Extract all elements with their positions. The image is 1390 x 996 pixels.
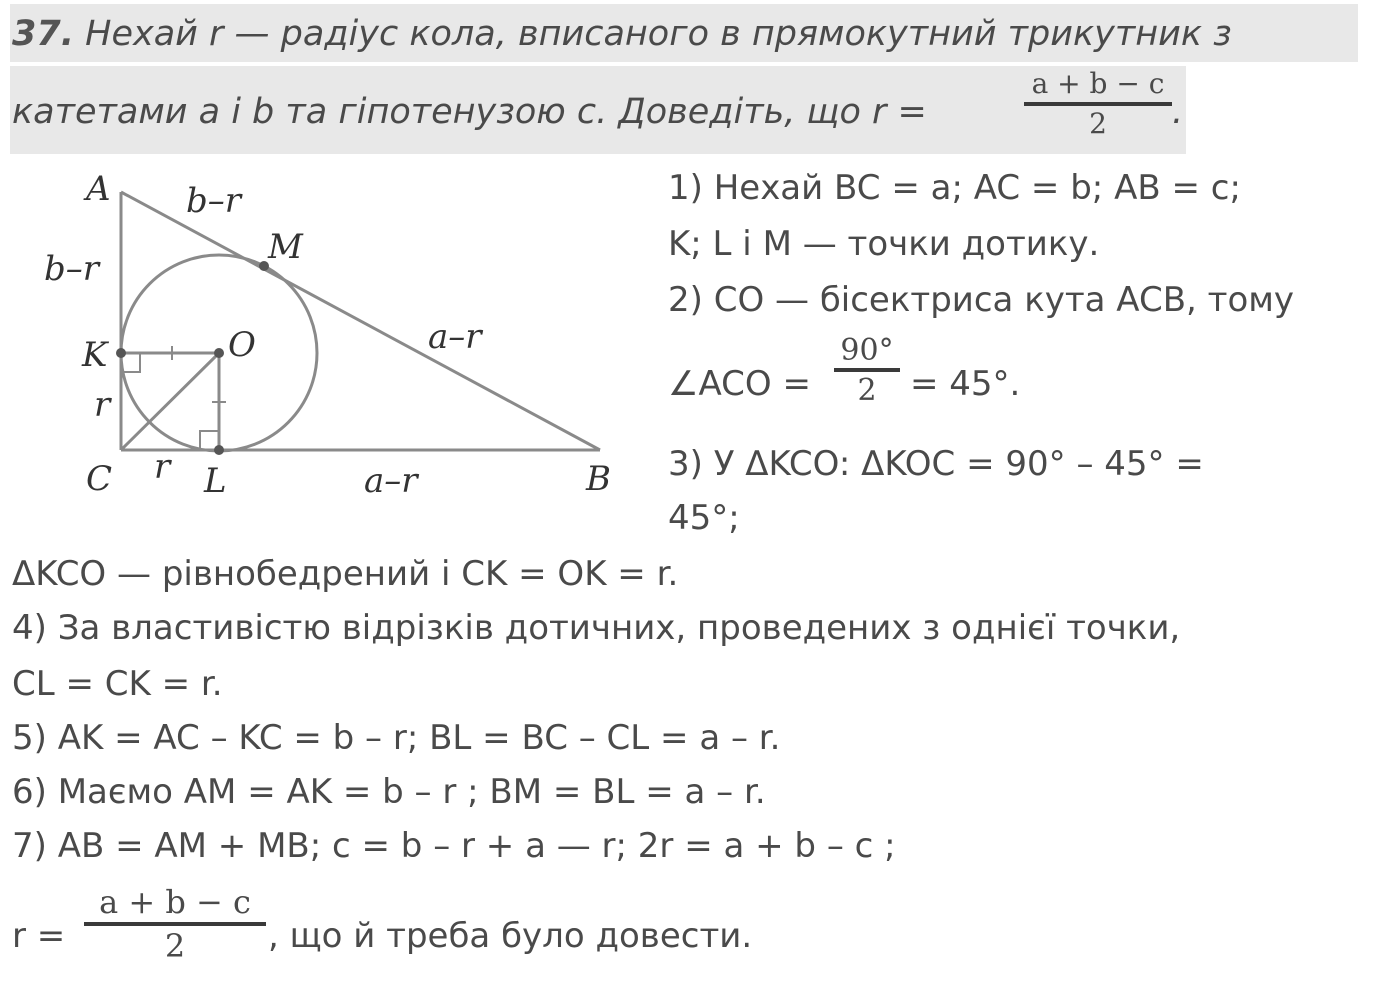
label-LB: a–r bbox=[364, 461, 418, 500]
solution-step-4b: CL = CK = r. bbox=[12, 664, 223, 704]
label-L: L bbox=[204, 461, 227, 500]
point-O bbox=[214, 348, 224, 358]
label-MB: a–r bbox=[428, 317, 482, 357]
label-KC: r bbox=[94, 385, 111, 425]
label-K: K bbox=[82, 335, 108, 375]
solution-step-1b: K; L і M — точки дотику. bbox=[668, 224, 1100, 264]
solution-step-7: 7) AB = AM + MB; c = b – r + a — r; 2r = a + b – c ; bbox=[12, 826, 896, 866]
solution-step-2-rhs: = 45°. bbox=[910, 364, 1021, 404]
solution-step-8-rhs: , що й треба було довести. bbox=[268, 916, 753, 956]
angle-fraction bbox=[834, 334, 900, 410]
point-L bbox=[214, 445, 224, 455]
solution-step-3b: 45°; bbox=[668, 498, 740, 538]
solution-step-6: 6) Маємо AM = AK = b – r ; BM = BL = a – r. bbox=[12, 772, 766, 812]
bisector-CO bbox=[121, 353, 219, 450]
label-A: A bbox=[86, 169, 111, 209]
problem-end-period: . bbox=[1172, 92, 1184, 132]
label-C: C bbox=[86, 459, 113, 499]
label-AM: b–r bbox=[186, 181, 242, 221]
label-M: M bbox=[268, 227, 303, 267]
result-fraction-denominator: 2 bbox=[164, 927, 186, 965]
label-CL: r bbox=[154, 447, 171, 487]
solution-step-3c: ΔKCO — рівнобедрений і CK = OK = r. bbox=[12, 554, 679, 594]
solution-step-8-lhs: r = bbox=[12, 916, 66, 956]
solution-step-1a: 1) Нехай BC = a; AC = b; AB = c; bbox=[668, 168, 1241, 208]
label-B: B bbox=[586, 459, 611, 499]
problem-text-1: Нехай r — радіус кола, вписаного в прямокутний трикутник з bbox=[85, 14, 1232, 54]
solution-step-4a: 4) За властивістю відрізків дотичних, проведених з однієї точки, bbox=[12, 608, 1181, 648]
problem-line-2 bbox=[12, 92, 927, 132]
problem-number: 37. bbox=[12, 14, 75, 54]
problem-line-1 bbox=[12, 14, 1232, 54]
problem-fraction-numerator: a + b − c bbox=[1031, 67, 1165, 100]
triangle-figure bbox=[0, 160, 640, 500]
angle-fraction-numerator: 90° bbox=[840, 333, 894, 368]
problem-fraction-denominator: 2 bbox=[1089, 107, 1107, 140]
side-AB bbox=[121, 192, 600, 450]
solution-step-2a: 2) CO — бісектриса кута ACB, тому bbox=[668, 280, 1295, 320]
problem-text-2: катетами a і b та гіпотенузою c. Доведіть, що r = bbox=[12, 92, 927, 132]
angle-fraction-denominator: 2 bbox=[857, 373, 877, 408]
solution-step-2-lhs: ∠ACO = bbox=[668, 364, 811, 404]
label-AK: b–r bbox=[44, 249, 100, 289]
label-O: O bbox=[228, 325, 256, 365]
solution-step-5: 5) AK = AC – KC = b – r; BL = BC – CL = a – r. bbox=[12, 718, 781, 758]
point-K bbox=[116, 348, 126, 358]
problem-fraction bbox=[1024, 66, 1172, 142]
result-fraction-numerator: a + b − c bbox=[99, 883, 251, 921]
result-fraction bbox=[84, 882, 266, 966]
solution-step-3a: 3) У ΔKCO: ΔKOC = 90° – 45° = bbox=[668, 444, 1204, 484]
